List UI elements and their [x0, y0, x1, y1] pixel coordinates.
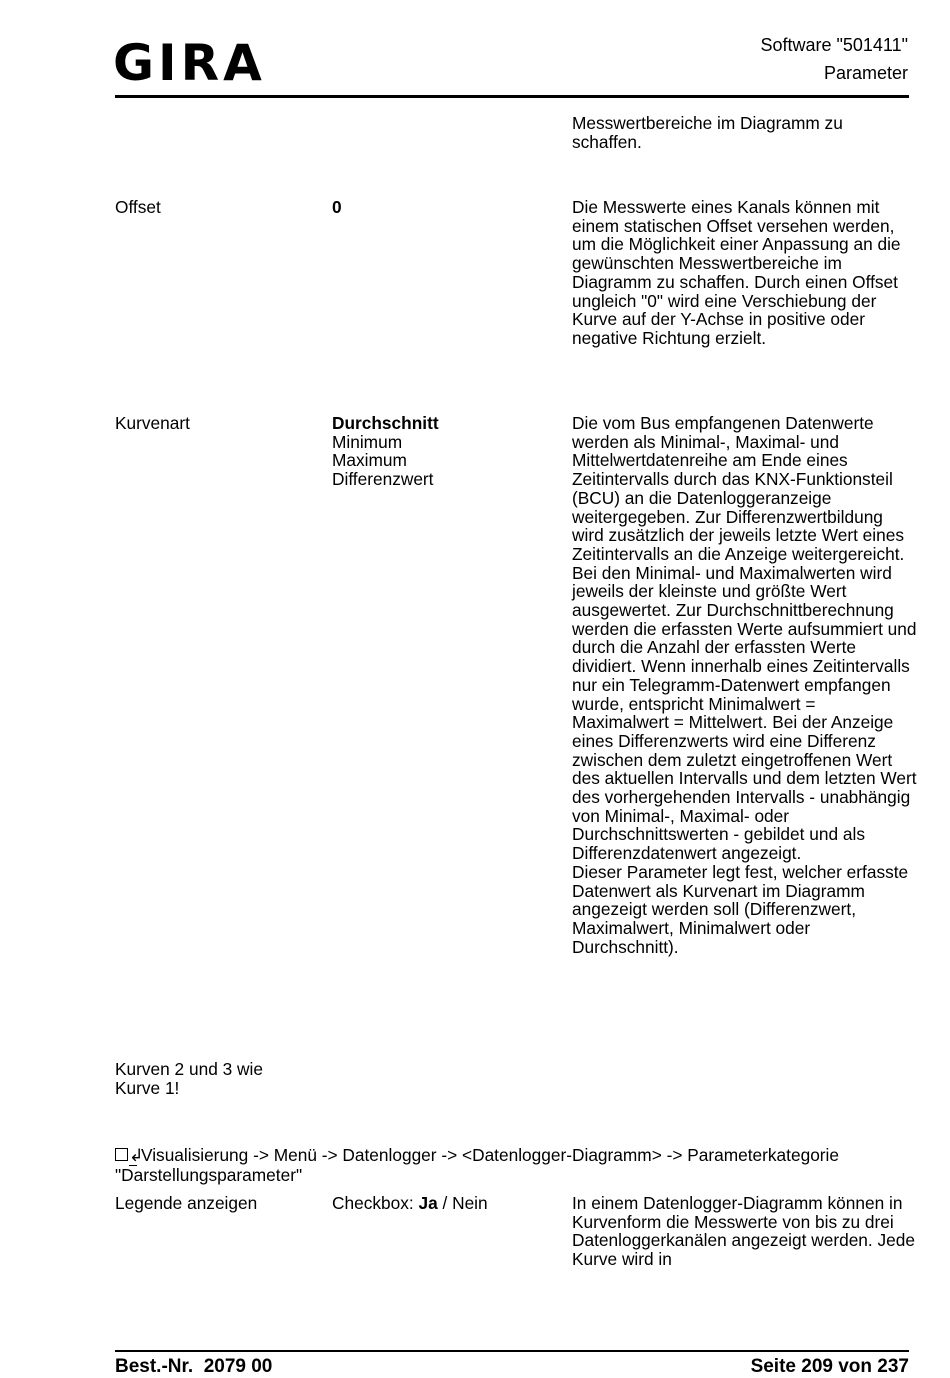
offset-description: Die Messwerte eines Kanals können mit einem statischen Offset versehen werden, um die Möglichkeit einer Anpassung an die gewünschten Messwertbereiche im Diagramm zu schaffen. Durch einen Offset ungleich "0" wird eine Verschiebung der Kurve auf der Y-Achse in positive oder negative Richtung erzielt.	[572, 197, 901, 348]
nav-path-line2: "Darstellungsparameter"	[115, 1164, 303, 1185]
nav-path-line1: Visualisierung -> Menü -> Datenlogger -> <Datenlogger-Diagramm> -> Parameterkategorie	[141, 1145, 840, 1165]
page-number: Seite 209 von 237	[750, 1356, 909, 1377]
footer-rule	[115, 1350, 909, 1352]
kurven-note: Kurven 2 und 3 wie Kurve 1!	[115, 1059, 263, 1098]
offset-name: Offset	[115, 197, 161, 217]
section-label: Parameter	[823, 63, 908, 83]
kurvenart-desc-para: Dieser Parameter legt fest, welcher erfasste Datenwert als Kurvenart im Diagramm angezeigt werden soll (Differenzwert, Maximalwert, Minimalwert oder Durchschnitt).	[572, 861, 909, 957]
legende-name: Legende anzeigen	[115, 1193, 258, 1213]
checkbox-label: Checkbox:	[332, 1193, 419, 1213]
kurvenart-desc-para: Die vom Bus empfangenen Datenwerte werden als Minimal-, Maximal- und Mittelwertdatenreihe am Ende eines Zeitintervalls durch das KNX-Funktionsteil (BCU) an die Datenloggeranzeige weitergegeben. Zur Differenzwertbildung wird zusätzlich der jeweils letzte Wert eines Zeitintervalls an die Anzeige weitergereicht. Bei den Minimal- und Maximalwerten wird jeweils der kleinste und größte Wert ausgewertet. Zur Durchschnittberechnung werden die erfassten Werte aufsummiert und durch die Anzahl der erfassten Werte dividiert. Wenn innerhalb eines Zeitintervalls nur ein Telegramm-Datenwert empfangen wurde, entspricht Minimalwert = Maximalwert = Mittelwert. Bei der Anzeige eines Differenzwerts wird eine Differenz zwischen dem zuletzt eingetroffenen Wert des aktuellen Intervalls und dem letzten Wert des vorhergehenden Intervalls - unabhängig von Minimal-, Maximal- oder Durchschnittswerten - gebildet und als Differenzdatenwert angezeigt.	[572, 413, 917, 864]
checkbox-default: Ja	[418, 1193, 438, 1213]
kurvenart-description	[572, 414, 917, 956]
legende-description: In einem Datenlogger-Diagramm können in Kurvenform die Messwerte von bis zu drei Datenloggerkanälen angezeigt werden. Jede Kurve wird in	[572, 1193, 915, 1270]
software-label: Software "501411"	[760, 35, 908, 55]
intro-description: Messwertbereiche im Diagramm zu schaffen.	[572, 113, 843, 152]
option-item: Minimum	[332, 431, 403, 452]
offset-value: 0	[332, 197, 342, 217]
hand-pointer-icon: ↲	[115, 1145, 141, 1165]
legende-value	[332, 1194, 562, 1213]
option-item: Differenzwert	[332, 469, 434, 490]
checkbox-alt: Nein	[452, 1193, 488, 1213]
option-item: Maximum	[332, 450, 407, 471]
header-rule	[115, 95, 909, 98]
kurvenart-options	[332, 414, 562, 489]
gira-logo: GIRA	[113, 34, 266, 92]
option-default: Durchschnitt	[332, 413, 439, 433]
nav-path	[115, 1146, 915, 1184]
order-number: Best.-Nr. 2079 00	[115, 1356, 273, 1377]
checkbox-separator: /	[437, 1193, 453, 1213]
kurvenart-name: Kurvenart	[115, 413, 190, 433]
